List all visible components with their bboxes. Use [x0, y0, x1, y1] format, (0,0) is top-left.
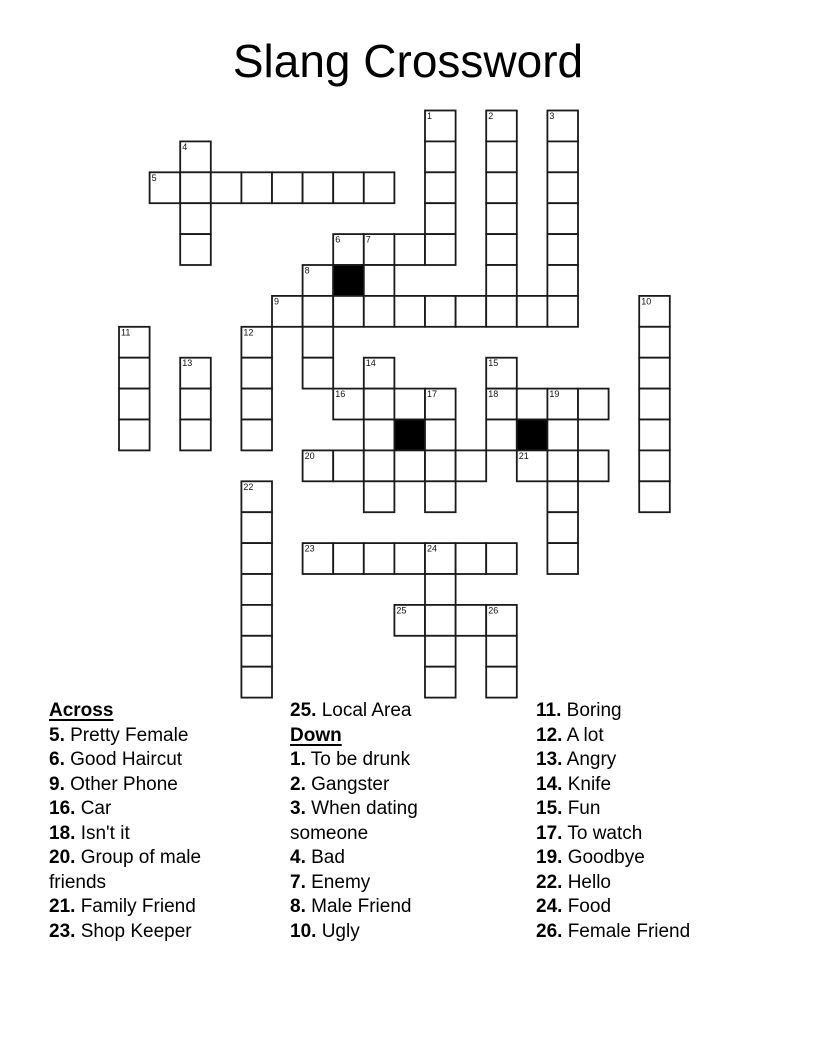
clue-item: 15. Fun	[536, 798, 601, 819]
cell-number: 1	[427, 111, 433, 121]
grid-cell	[364, 265, 395, 296]
grid-cell	[547, 172, 578, 203]
grid-cell	[486, 234, 517, 265]
grid-cell	[547, 141, 578, 172]
clue-number: 17.	[536, 822, 563, 844]
grid-cell	[303, 358, 334, 389]
grid-cell	[364, 172, 395, 203]
clue-item: 22. Hello	[536, 871, 611, 893]
cell-number: 3	[549, 111, 555, 121]
grid-cell	[578, 389, 609, 420]
cell-number: 5	[151, 172, 157, 183]
clue-item: 23. Shop Keeper	[49, 920, 192, 942]
grid-cell	[241, 636, 272, 667]
black-cell	[333, 265, 364, 296]
clue-number: 13.	[536, 749, 563, 770]
cell-number: 7	[365, 234, 371, 245]
grid-cell	[425, 420, 456, 451]
cell-number: 19	[549, 389, 560, 400]
grid-cell	[394, 389, 425, 420]
grid-cell	[456, 296, 487, 327]
clue-item: 25. Local Area	[290, 700, 412, 721]
grid-cell	[486, 203, 517, 234]
cell-number: 18	[488, 389, 499, 400]
clue-item: 18. Isn't it	[49, 822, 130, 844]
clue-number: 6.	[49, 749, 65, 770]
clue-list-header: Across	[49, 700, 114, 721]
clue-number: 12.	[536, 724, 563, 746]
clue-number: 7.	[290, 871, 306, 893]
clue-number: 21.	[49, 896, 76, 917]
cell-number: 15	[488, 358, 499, 369]
black-cell	[517, 420, 548, 451]
clue-number: 18.	[49, 822, 76, 844]
grid-cell	[639, 450, 670, 481]
cell-number: 25	[396, 605, 407, 616]
grid-cell	[364, 450, 395, 481]
grid-cell	[303, 172, 334, 203]
grid-cell	[425, 296, 456, 327]
clue-item: 16. Car	[49, 798, 112, 819]
page-title: Slang Crossword	[232, 35, 584, 87]
cell-number: 9	[274, 296, 280, 307]
cell-number: 12	[243, 327, 254, 338]
clue-number: 14.	[536, 773, 563, 795]
grid-cell	[241, 574, 272, 605]
grid-cell	[486, 172, 517, 203]
grid-cell	[272, 172, 303, 203]
grid-cell	[486, 141, 517, 172]
clue-number: 22.	[536, 871, 563, 893]
grid-cell	[241, 420, 272, 451]
clue-number: 11.	[536, 700, 562, 721]
clue-number: 26.	[536, 920, 563, 942]
grid-cell	[180, 203, 211, 234]
grid-cell	[425, 636, 456, 667]
clue-list-header: Down	[290, 724, 342, 746]
cell-number: 4	[182, 141, 188, 152]
clue-item: 26. Female Friend	[536, 920, 691, 942]
cell-number: 24	[427, 543, 438, 554]
clue-number: 23.	[49, 920, 76, 942]
clue-number: 10.	[290, 920, 317, 942]
grid-cell	[425, 574, 456, 605]
clue-item: 3. When dating someone	[290, 798, 418, 844]
clue-column-across	[49, 699, 249, 944]
cell-number: 16	[335, 389, 346, 400]
clue-item: 14. Knife	[536, 773, 612, 795]
cell-number: 21	[518, 450, 529, 461]
clue-column-down	[290, 699, 492, 944]
grid-cell	[639, 389, 670, 420]
grid-cell	[180, 234, 211, 265]
grid-cell	[333, 543, 364, 574]
grid-cell	[119, 389, 150, 420]
clue-item: 7. Enemy	[290, 871, 371, 893]
grid-cell	[241, 389, 272, 420]
clue-number: 25.	[290, 700, 317, 721]
cell-number: 6	[335, 234, 341, 245]
cell-number: 17	[427, 389, 438, 400]
grid-cell	[547, 481, 578, 512]
clue-item: 24. Food	[536, 896, 612, 917]
clue-item: 4. Bad	[290, 847, 345, 868]
clue-item: 13. Angry	[536, 749, 617, 770]
grid-cell	[547, 296, 578, 327]
cell-number: 14	[365, 358, 376, 369]
grid-cell	[425, 667, 456, 698]
cell-number: 10	[641, 296, 652, 307]
clue-number: 2.	[290, 773, 306, 795]
grid-cell	[241, 605, 272, 636]
grid-cell	[547, 512, 578, 543]
grid-cell	[425, 605, 456, 636]
grid-cell	[119, 358, 150, 389]
clue-number: 5.	[49, 724, 65, 746]
clue-item: 2. Gangster	[290, 773, 390, 795]
grid-cell	[425, 203, 456, 234]
clue-item: 6. Good Haircut	[49, 749, 183, 770]
grid-cell	[364, 296, 395, 327]
cell-number: 13	[182, 358, 193, 369]
grid-cell	[578, 450, 609, 481]
grid-cell	[303, 296, 334, 327]
grid-cell	[394, 296, 425, 327]
grid-cell	[333, 172, 364, 203]
grid-cell	[547, 450, 578, 481]
clue-column-down-continued	[536, 699, 784, 944]
clue-item: 10. Ugly	[290, 920, 360, 942]
grid-cell	[241, 667, 272, 698]
cell-number: 26	[488, 605, 499, 616]
clue-item: 9. Other Phone	[49, 773, 178, 795]
grid-cell	[364, 543, 395, 574]
clue-item: 8. Male Friend	[290, 896, 412, 917]
grid-cell	[394, 234, 425, 265]
grid-cell	[425, 141, 456, 172]
grid-cell	[180, 389, 211, 420]
grid-cell	[364, 420, 395, 451]
grid-cell	[547, 543, 578, 574]
grid-cell	[211, 172, 242, 203]
grid-cell	[547, 420, 578, 451]
grid-cell	[639, 420, 670, 451]
grid-cell	[547, 203, 578, 234]
clue-number: 15.	[536, 798, 563, 819]
grid-cell	[364, 481, 395, 512]
grid-cell	[241, 358, 272, 389]
grid-cell	[517, 389, 548, 420]
clue-item: 5. Pretty Female	[49, 724, 189, 746]
cell-number: 2	[488, 111, 494, 121]
grid-cell	[456, 450, 487, 481]
clue-number: 8.	[290, 896, 306, 917]
clue-item: 1. To be drunk	[290, 749, 411, 770]
grid-cell	[547, 265, 578, 296]
cell-number: 11	[121, 327, 131, 338]
cell-number: 23	[304, 543, 315, 554]
grid-cell	[517, 296, 548, 327]
black-cell	[394, 420, 425, 451]
grid-cell	[456, 605, 487, 636]
clue-item: 20. Group of male friends	[49, 847, 202, 893]
grid-cell	[333, 450, 364, 481]
clue-item: 17. To watch	[536, 822, 643, 844]
clue-number: 20.	[49, 847, 76, 868]
grid-cell	[425, 450, 456, 481]
grid-cell	[456, 543, 487, 574]
grid-cell	[394, 543, 425, 574]
cell-number: 20	[304, 450, 315, 461]
clue-number: 16.	[49, 798, 76, 819]
cell-number: 22	[243, 481, 254, 492]
grid-cell	[486, 667, 517, 698]
cell-number: 8	[304, 265, 310, 276]
grid-cell	[180, 172, 211, 203]
grid-cell	[486, 420, 517, 451]
grid-cell	[639, 358, 670, 389]
grid-cell	[241, 543, 272, 574]
grid-cell	[119, 420, 150, 451]
clue-number: 24.	[536, 896, 563, 917]
clue-item: 21. Family Friend	[49, 896, 196, 917]
grid-cell	[639, 481, 670, 512]
grid-cell	[241, 172, 272, 203]
grid-cell	[180, 420, 211, 451]
grid-cell	[364, 389, 395, 420]
grid-cell	[639, 327, 670, 358]
grid-cell	[486, 265, 517, 296]
clue-number: 4.	[290, 847, 306, 868]
grid-cell	[486, 296, 517, 327]
clue-number: 3.	[290, 798, 306, 819]
clue-item: 19. Goodbye	[536, 847, 645, 868]
grid-cell	[547, 234, 578, 265]
grid-cell	[333, 296, 364, 327]
grid-cell	[425, 481, 456, 512]
grid-cell	[303, 327, 334, 358]
clue-number: 9.	[49, 773, 65, 795]
clue-number: 1.	[290, 749, 306, 770]
grid-cell	[394, 450, 425, 481]
grid-cell	[241, 512, 272, 543]
clue-item: 11. Boring	[536, 700, 622, 721]
grid-cell	[425, 172, 456, 203]
clue-number: 19.	[536, 847, 563, 868]
grid-cell	[486, 543, 517, 574]
clue-item: 12. A lot	[536, 724, 604, 746]
grid-cell	[486, 636, 517, 667]
grid-cell	[425, 234, 456, 265]
